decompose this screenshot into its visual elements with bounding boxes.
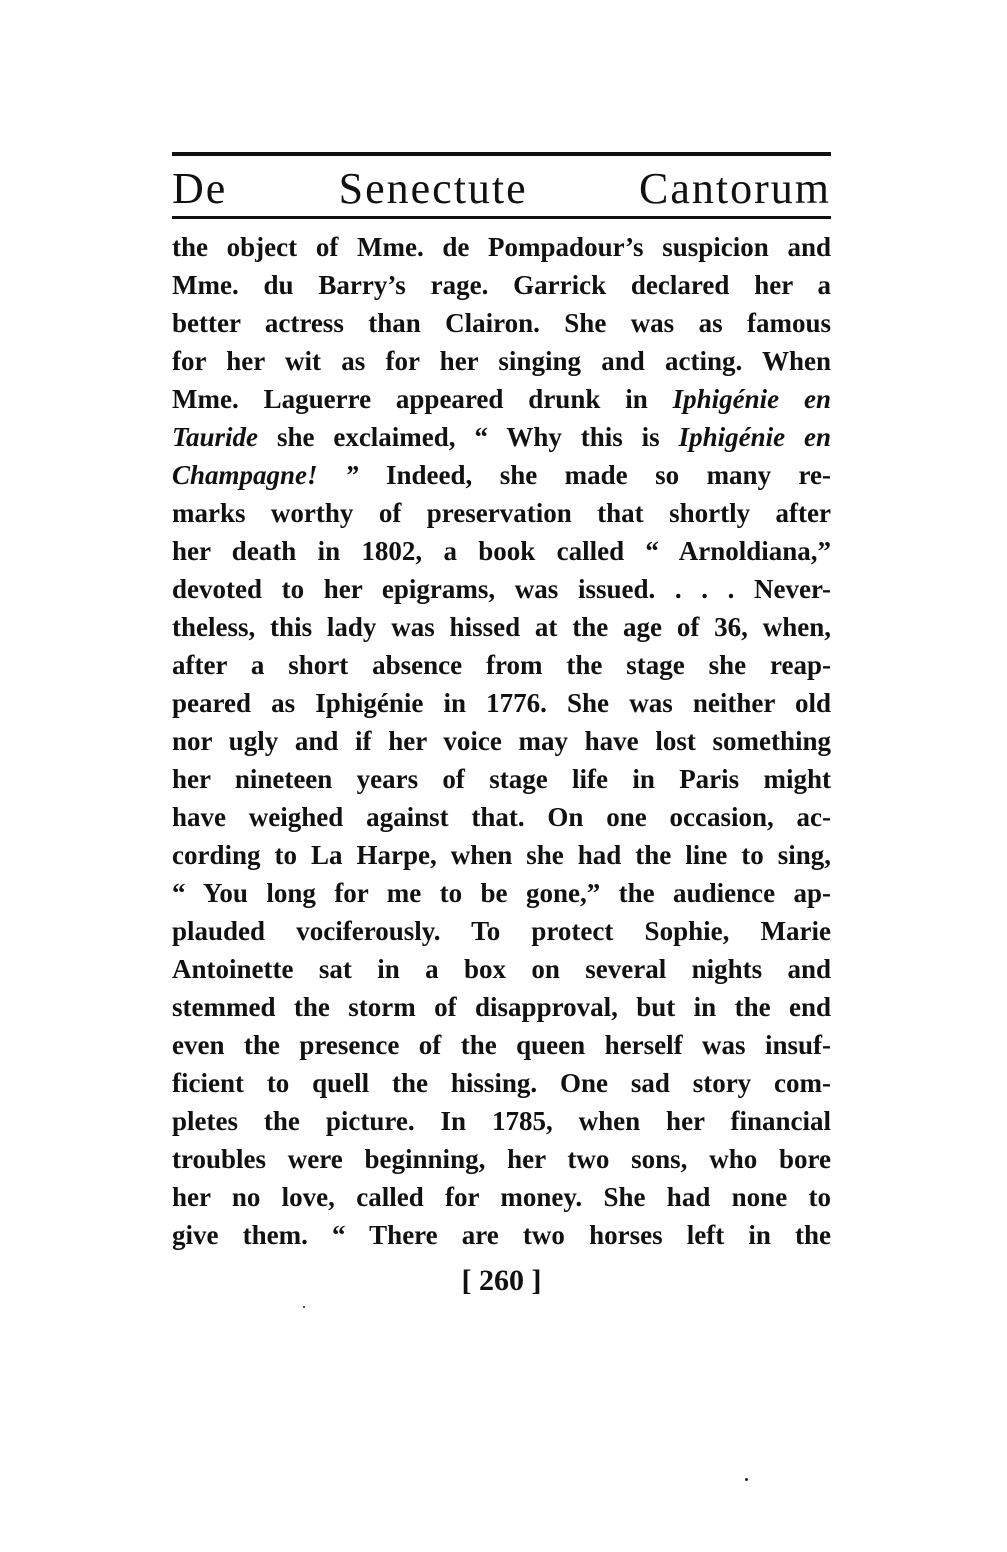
paper-speck	[745, 1478, 748, 1481]
text-line	[172, 418, 831, 456]
text-line: cording to La Harpe, when she had the line to sing,	[172, 840, 831, 870]
header-rule-bottom	[172, 216, 831, 219]
italic-title: Iphigénie en	[672, 384, 832, 414]
text-line: even the presence of the queen herself was insuf-	[172, 1030, 831, 1060]
italic-title: Champagne! ”	[172, 460, 359, 490]
text-line: theless, this lady was hissed at the age of 36, when,	[172, 612, 831, 642]
text-line: nor ugly and if her voice may have lost something	[172, 726, 831, 756]
text-line: “ You long for me to be gone,” the audience ap-	[172, 878, 831, 908]
text-fragment: she exclaimed, “ Why this is	[276, 422, 660, 452]
text-fragment: Indeed, she made so many re-	[385, 460, 832, 490]
text-line: the object of Mme. de Pompadour’s suspicion and	[172, 232, 831, 262]
header-rule-top	[172, 152, 831, 156]
text-line: have weighed against that. On one occasion, ac-	[172, 802, 831, 832]
running-head	[172, 160, 831, 216]
text-line: Mme. du Barry’s rage. Garrick declared her a	[172, 270, 831, 300]
text-line: Antoinette sat in a box on several nights and	[172, 954, 831, 984]
text-line: after a short absence from the stage she reap-	[172, 650, 831, 680]
text-line: give them. “ There are two horses left in the	[172, 1220, 831, 1250]
italic-title: Iphigénie en	[678, 422, 832, 452]
text-line: pletes the picture. In 1785, when her financial	[172, 1106, 831, 1136]
text-line: better actress than Clairon. She was as famous	[172, 308, 831, 338]
text-line: peared as Iphigénie in 1776. She was neither old	[172, 688, 831, 718]
text-line: ficient to quell the hissing. One sad story com-	[172, 1068, 831, 1098]
text-line: devoted to her epigrams, was issued. . . . Never-	[172, 574, 831, 604]
text-line: her nineteen years of stage life in Paris might	[172, 764, 831, 794]
body-text	[172, 228, 831, 1254]
running-head-word-1: De	[172, 163, 228, 213]
text-line: her death in 1802, a book called “ Arnoldiana,”	[172, 536, 831, 566]
running-head-word-2: Senectute	[338, 163, 528, 213]
text-fragment: Mme. Laguerre appeared drunk in	[172, 384, 648, 414]
italic-title: Tauride	[172, 422, 259, 452]
text-line	[172, 380, 831, 418]
text-line: for her wit as for her singing and acting. When	[172, 346, 831, 376]
text-line: her no love, called for money. She had none to	[172, 1182, 831, 1212]
text-line: marks worthy of preservation that shortly after	[172, 498, 831, 528]
text-line: plauded vociferously. To protect Sophie, Marie	[172, 916, 831, 946]
page-number: [ 260 ]	[461, 1264, 542, 1297]
running-head-word-3: Cantorum	[639, 163, 831, 213]
text-line	[172, 456, 831, 494]
text-line: troubles were beginning, her two sons, who bore	[172, 1144, 831, 1174]
paper-speck	[303, 1306, 305, 1308]
text-line: stemmed the storm of disapproval, but in the end	[172, 992, 831, 1022]
